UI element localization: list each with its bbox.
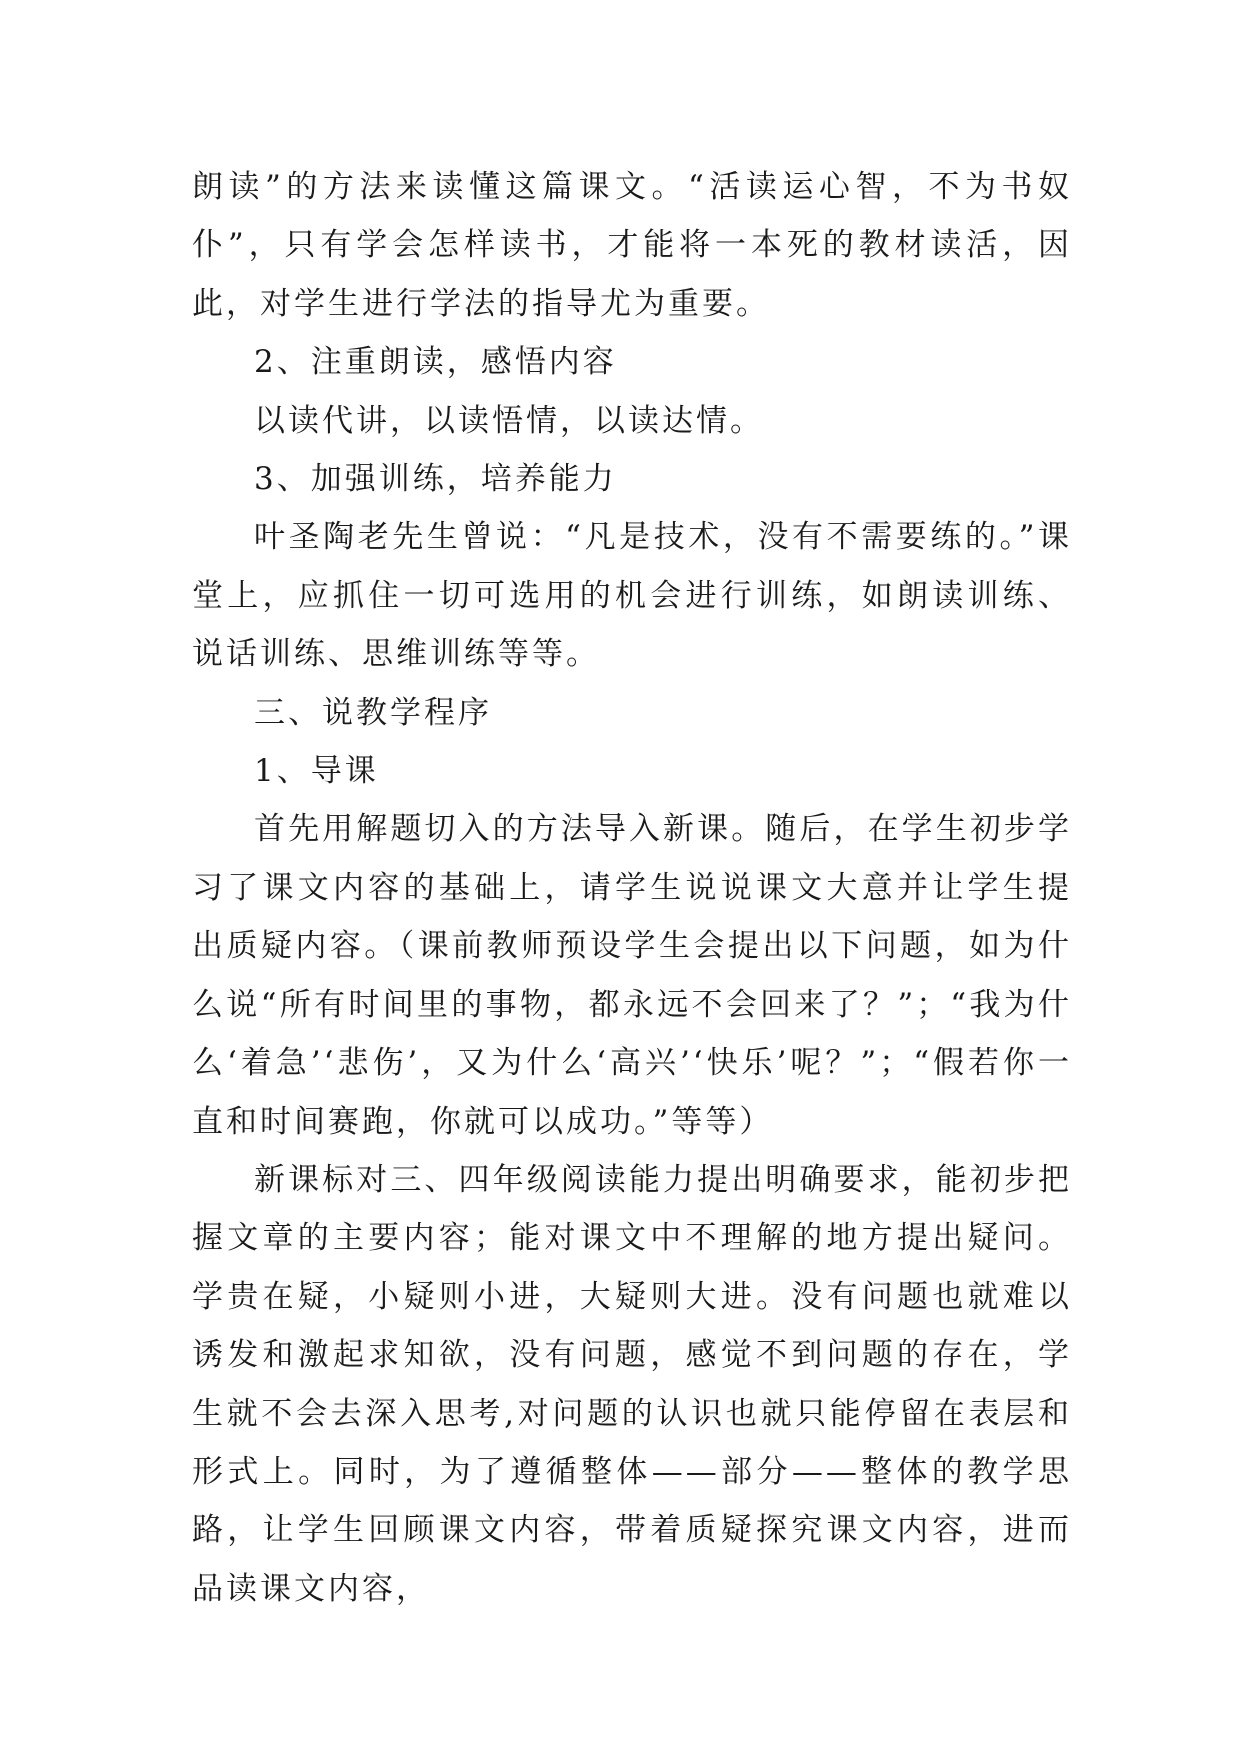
paragraph-introduction: 首先用解题切入的方法导入新课。随后，在学生初步学习了课文内容的基础上，请学生说说课文大意并让学生提出质疑内容。（课前教师预设学生会提出以下问题，如为什么说“所有时间里的事物，都永远不会回来了？”；“我为什么‘着急’‘悲伤’，又为什么‘高兴’‘快乐’呢？”；“假若你一直和时间赛跑，你就可以成功。”等等） — [192, 811, 1072, 1140]
paragraph-curriculum-standard: 新课标对三、四年级阅读能力提出明确要求，能初步把握文章的主要内容；能对课文中不理解的地方提出疑问。学贵在疑，小疑则小进，大疑则大进。没有问题也就难以诱发和激起求知欲，没有问题，感觉不到问题的存在，学生就不会去深入思考,对问题的认识也就只能停留在表层和形式上。同时，为了遵循整体——部分——整体的教学思路，让学生回顾课文内容，带着质疑探究课文内容，进而品读课文内容， — [192, 1161, 1072, 1607]
paragraph-training: 叶圣陶老先生曾说：“凡是技术，没有不需要练的。”课堂上，应抓住一切可选用的机会进行训练，如朗读训练、说话训练、思维训练等等。 — [192, 519, 1072, 673]
section-heading-teaching-procedure: 三、说教学程序 — [254, 694, 492, 731]
document-body — [192, 158, 1072, 1618]
paragraph-continuation: 朗读”的方法来读懂这篇课文。“活读运心智，不为书奴仆”，只有学会怎样读书，才能将一本死的教材读活，因此，对学生进行学法的指导尤为重要。 — [192, 169, 1072, 322]
subheading-reading: 2、注重朗读，感悟内容 — [254, 344, 617, 381]
paragraph-reading-method: 以读代讲，以读悟情，以读达情。 — [254, 402, 764, 439]
subheading-introduction: 1、导课 — [254, 753, 379, 790]
subheading-training: 3、加强训练，培养能力 — [254, 461, 617, 498]
